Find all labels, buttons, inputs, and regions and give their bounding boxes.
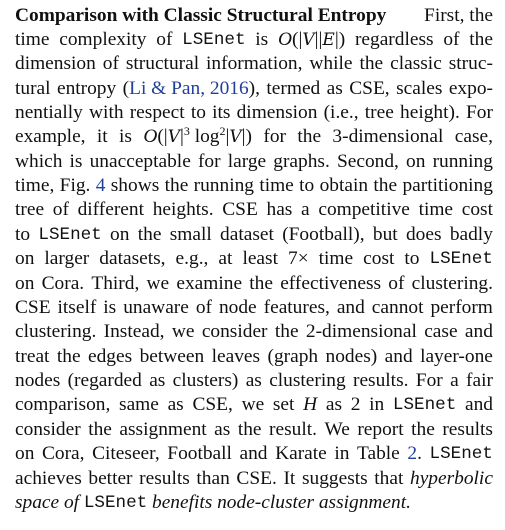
paragraph-line: on larger datasets, e.g., at least 7× time cost to LSEnet bbox=[15, 248, 493, 269]
paragraph-line bbox=[15, 5, 493, 28]
paragraph-line: CSE itself is unaware of node features, and cannot perform bbox=[15, 297, 493, 318]
paragraph-line: example, it is $O(|V|^3$ $\log^2|V|$) for the 3-dimensional case, bbox=[15, 124, 493, 147]
paragraph-line: achieves better results than CSE. It suggests that hyperbolic bbox=[15, 468, 493, 489]
section-heading: Comparison with Classic Structural Entropy bbox=[15, 5, 387, 26]
paragraph-line: tural entropy (Li & Pan, 2016), termed as CSE, scales expo- bbox=[15, 78, 493, 99]
paragraph-line: on Cora, Citeseer, Football and Karate in Table 2. LSEnet bbox=[15, 443, 493, 464]
paragraph-line: which is unacceptable for large graphs. Second, on running bbox=[15, 151, 493, 172]
paragraph-line: nodes (regarded as clusters) as clustering results. For a fair bbox=[15, 370, 493, 391]
paragraph-line: on Cora. Third, we examine the effectiveness of clustering. bbox=[15, 273, 493, 294]
paragraph-line: treat the edges between leaves (graph nodes) and layer-one bbox=[15, 346, 493, 367]
paragraph-line: space of LSEnet benefits node-cluster assignment. bbox=[15, 492, 411, 513]
paragraph-line: consider the assignment as the result. We report the results bbox=[15, 419, 493, 440]
citation-link[interactable]: Li & Pan, 2016 bbox=[129, 78, 249, 99]
line-text: First, the bbox=[424, 5, 493, 26]
paragraph-line: tree of different heights. CSE has a competitive time cost bbox=[15, 199, 493, 220]
paragraph-line: comparison, same as CSE, we set H as 2 in LSEnet and bbox=[15, 394, 493, 415]
paragraph-line: to LSEnet on the small dataset (Football), but does badly bbox=[15, 224, 493, 245]
table-link[interactable]: 2 bbox=[407, 443, 418, 464]
paragraph-line: dimension of structural information, while the classic struc- bbox=[15, 53, 493, 74]
paragraph-line: time, Fig. 4 shows the running time to obtain the partitioning bbox=[15, 175, 493, 196]
paragraph-line: nentially with respect to its dimension (i.e., tree height). For bbox=[15, 102, 493, 123]
paragraph-line: time complexity of LSEnet is O(|V||E|) regardless of the bbox=[15, 29, 493, 50]
paragraph-line: clustering. Instead, we consider the 2-dimensional case and bbox=[15, 321, 493, 342]
figure-link[interactable]: 4 bbox=[95, 175, 106, 196]
